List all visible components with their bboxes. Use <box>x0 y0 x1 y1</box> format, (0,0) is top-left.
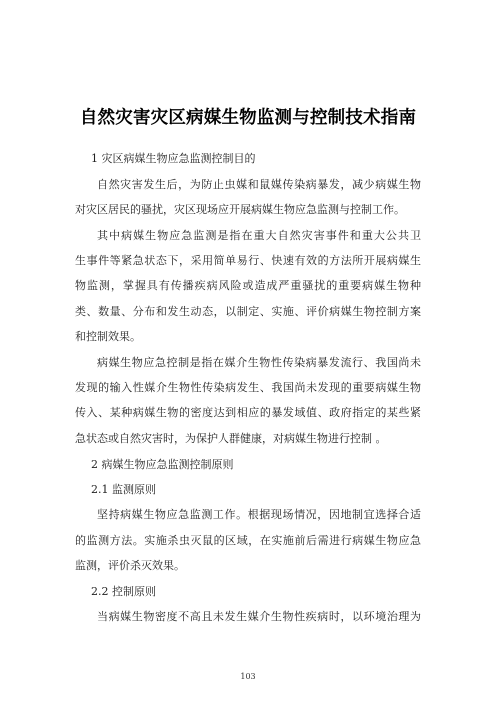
paragraph-line: 病媒生物应急控制是指在媒介生物性传染病暴发流行、我国尚未 <box>97 356 421 369</box>
paragraph-line: 和控制效果。 <box>75 330 141 343</box>
paragraph-line: 急状态或自然灾害时，为保护人群健康，对病媒生物进行控制 。 <box>75 432 387 445</box>
paragraph-line: 自然灾害发生后，为防止虫媒和鼠媒传染病暴发，减少病媒生物 <box>97 178 421 191</box>
document-title: 自然灾害灾区病媒生物监测与控制技术指南 <box>79 108 417 128</box>
paragraph-line: 坚持病媒生物应急监测工作。根据现场情况，因地制宜选择合适 <box>97 508 421 521</box>
paragraph-line: 对灾区居民的骚扰，灾区现场应开展病媒生物应急监测与控制工作。 <box>75 203 405 216</box>
section-2-1-heading: 2.1 监测原则 <box>91 483 156 496</box>
section-1-heading: 1 灾区病媒生物应急监测控制目的 <box>91 152 256 165</box>
paragraph-line: 监测，评价杀灭效果。 <box>75 559 185 572</box>
paragraph-line: 生事件等紧急状态下，采用简单易行、快速有效的方法所开展病媒生 <box>75 254 421 267</box>
page-number: 103 <box>240 672 256 681</box>
paragraph-line: 其中病媒生物应急监测是指在重大自然灾害事件和重大公共卫 <box>97 229 421 242</box>
paragraph-line: 物监测，掌握具有传播疾病风险或造成严重骚扰的重要病媒生物种 <box>75 279 421 292</box>
section-2-2-heading: 2.2 控制原则 <box>91 585 156 598</box>
paragraph-line: 传入、某种病媒生物的密度达到相应的暴发域值、政府指定的某些紧 <box>75 406 421 419</box>
paragraph-line: 的监测方法。实施杀虫灭鼠的区域，在实施前后需进行病媒生物应急 <box>75 534 421 547</box>
paragraph-line: 发现的输入性媒介生物性传染病发生、我国尚未发现的重要病媒生物 <box>75 381 421 394</box>
paragraph-line: 当病媒生物密度不高且未发生媒介生物性疾病时，以环境治理为 <box>97 610 421 623</box>
paragraph-line: 类、数量、分布和发生动态，以制定、实施、评价病媒生物控制方案 <box>75 305 421 318</box>
section-2-heading: 2 病媒生物应急监测控制原则 <box>91 458 234 471</box>
